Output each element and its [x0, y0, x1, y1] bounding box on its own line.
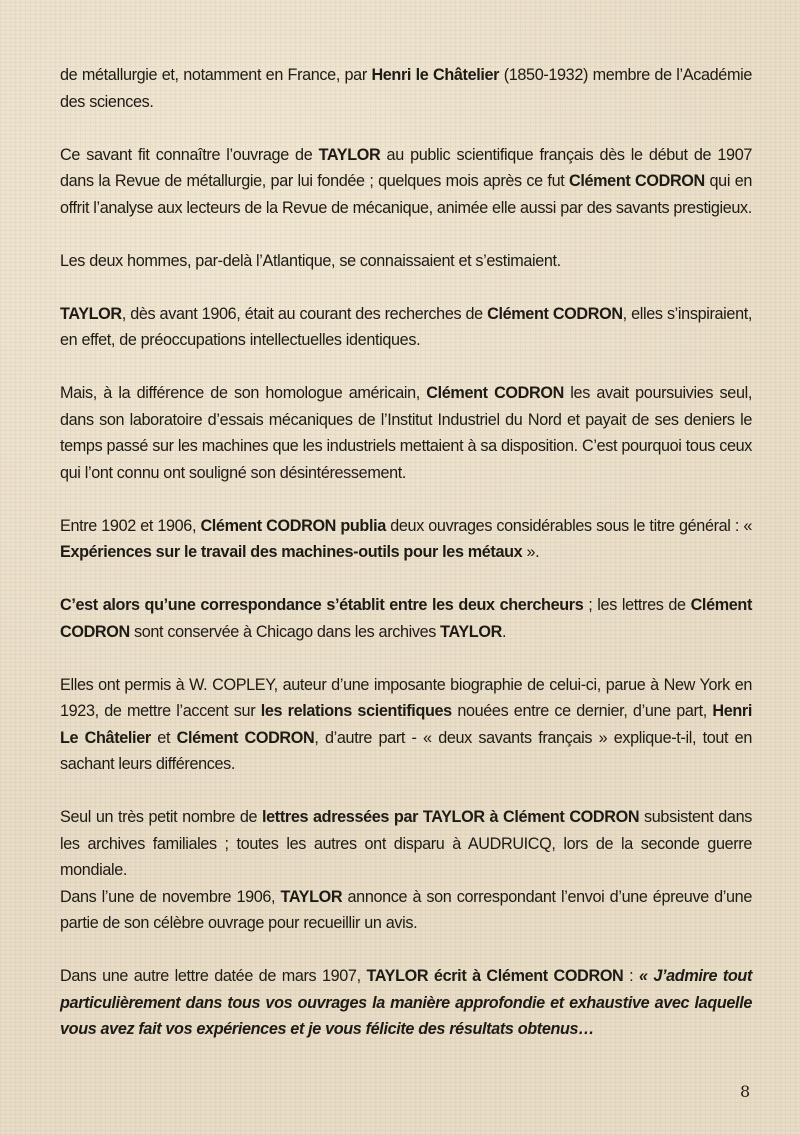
text-run: de métallurgie et, notamment en France, par	[60, 66, 372, 84]
emphasized-text: TAYLOR écrit à Clément CODRON	[366, 967, 624, 985]
emphasized-text: C’est alors qu’une correspondance s’établit entre les deux chercheurs	[60, 596, 584, 614]
emphasized-text: Clément CODRON	[426, 384, 564, 402]
text-run: les avait poursuivies seul, dans son laboratoire d’essais mécaniques de l’Institut Industriel du Nord et payait de ses deniers le temps passé sur les machines que les industriels mettaient à sa disposition. C’est pourquoi tous ceux qui l’ont connu ont souligné son désintéressement.	[60, 384, 752, 482]
text-run: deux ouvrages considérables sous le titre général : «	[385, 516, 752, 535]
text-run: Elles ont permis à W. COPLEY, auteur d’une imposante biographie de celui-ci, parue à New York en 1923, de mettre l’accent sur	[60, 675, 752, 720]
emphasized-text: lettres adressées par TAYLOR à Clément CODRON	[262, 808, 640, 826]
paragraph-6	[60, 513, 752, 566]
text-run: , elles s’inspiraient, en effet, de préoccupations intellectuelles identiques.	[60, 304, 753, 349]
emphasized-text: TAYLOR	[440, 622, 502, 641]
text-run: Dans une autre lettre datée de mars 1907,	[60, 967, 367, 985]
text-run: sont conservée à Chicago dans les archives	[129, 622, 441, 641]
emphasized-text: TAYLOR	[280, 887, 343, 906]
emphasized-text: Clément CODRON	[176, 728, 315, 747]
paragraph-1	[60, 62, 752, 115]
paragraph-7	[60, 592, 752, 645]
emphasized-text: Clément CODRON publia	[200, 516, 386, 535]
text-run: Les deux hommes, par-delà l’Atlantique, se connaissaient et s’estimaient.	[60, 251, 561, 270]
text-run: (1850-1932) membre de l’Académie des sciences.	[60, 66, 752, 111]
text-run: :	[623, 967, 639, 985]
text-run: nouées entre ce dernier, d’une part,	[451, 702, 713, 720]
text-run: subsistent dans les archives familiales ; toutes les autres ont disparu à AUDRUICQ, lors de la seconde guerre mondiale.	[60, 808, 752, 879]
emphasized-text: les relations scientifiques	[260, 702, 452, 720]
emphasized-text: Henri le Châtelier	[371, 66, 500, 84]
text-run: , d’autre part - « deux savants français » explique-t-il, tout en sachant leurs différences.	[60, 728, 752, 773]
emphasized-text: Clément CODRON	[569, 172, 705, 190]
text-run: ».	[522, 543, 540, 561]
paragraph-8	[60, 672, 752, 778]
text-run: Dans l’une de novembre 1906,	[60, 887, 281, 906]
text-run: Ce savant fit connaître l’ouvrage de	[60, 145, 319, 164]
emphasized-text: Clément CODRON	[487, 304, 623, 323]
text-run: Mais, à la différence de son homologue américain,	[60, 384, 427, 402]
paragraph-11	[60, 963, 752, 1043]
page-number: 8	[740, 1082, 751, 1101]
text-run: Entre 1902 et 1906,	[60, 516, 201, 535]
quoted-text: « J’admire tout particulièrement dans tous vos ouvrages la manière approfondie et exhaustive avec laquelle vous avez fait vos expériences et je vous félicite des résultats obtenus…	[60, 967, 752, 1038]
paragraph-9	[60, 804, 752, 884]
emphasized-text: Expériences sur le travail des machines-outils pour les métaux	[60, 543, 523, 561]
document-body	[60, 62, 752, 1069]
emphasized-text: Clément CODRON	[60, 596, 752, 641]
paragraph-2	[60, 142, 752, 222]
paragraph-5	[60, 380, 752, 486]
text-run: qui en offrit l’analyse aux lecteurs de la Revue de mécanique, animée elle aussi par des savants prestigieux.	[60, 172, 752, 217]
text-run: ; les lettres de	[583, 596, 691, 614]
text-run: .	[501, 622, 507, 641]
text-run: Seul un très petit nombre de	[60, 808, 262, 826]
text-run: au public scientifique français dès le début de 1907 dans la Revue de métallurgie, par lui fondée ; quelques mois après ce fut	[60, 145, 753, 190]
paragraph-3	[60, 248, 752, 275]
text-run: , dès avant 1906, était au courant des recherches de	[121, 304, 488, 323]
emphasized-text: Henri Le Châtelier	[60, 702, 753, 747]
emphasized-text: TAYLOR	[318, 145, 381, 164]
paragraph-4	[60, 301, 752, 354]
emphasized-text: TAYLOR	[60, 304, 122, 323]
text-run: annonce à son correspondant l’envoi d’une épreuve d’une partie de son célèbre ouvrage pour recueillir un avis.	[60, 887, 752, 932]
paragraph-10	[60, 884, 752, 937]
text-run: et	[150, 728, 177, 747]
